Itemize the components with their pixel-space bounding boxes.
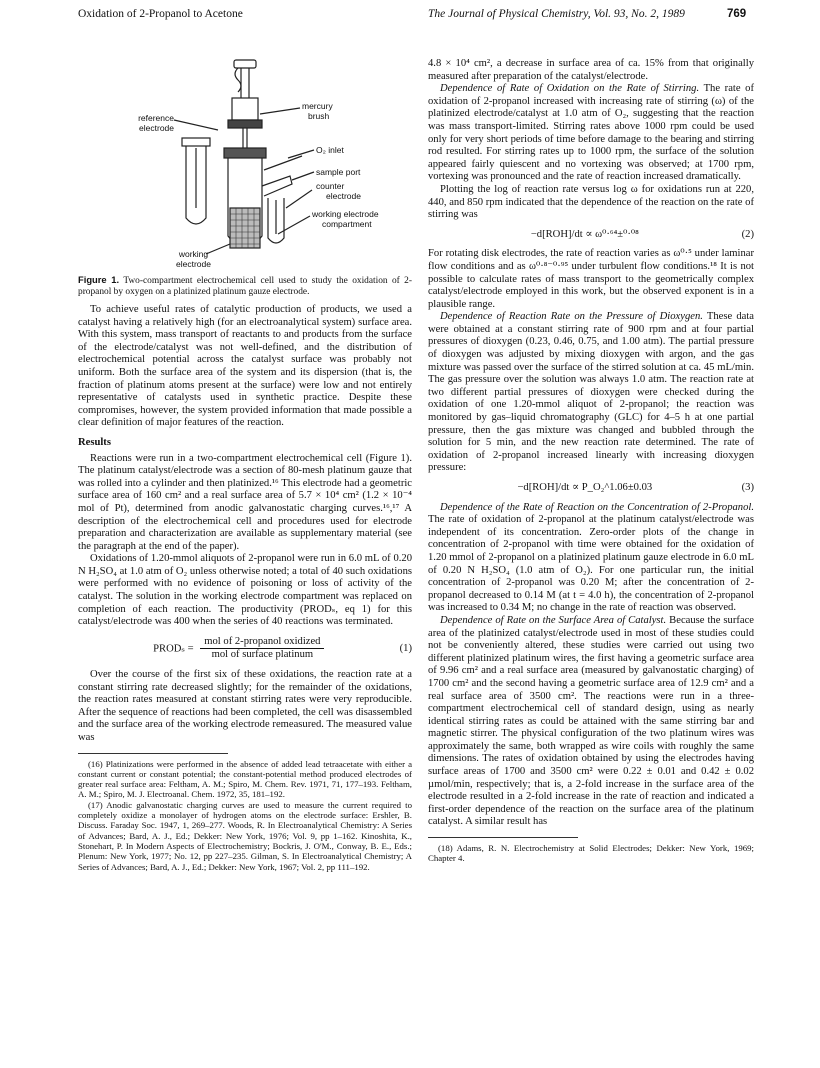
surface-area-text: Because the surface area of the platinized catalyst/electrode used in most of these studies could not be conveniently altered, these studies were carried out using two different platinized platinum wires, the first having a geometric surface area of 9.96 cm² and a real surface area (measured by galvanostatic charging) of 1700 cm² and the second having a geometric surface area of 12.9 cm² and a real surface area of 3500 cm². The reactions were run in a three-compartment electrochemical cell of standard design, using as nearly identical stirring rates as could be attained with the same stirring bar and magnetic stirrer. The physical configuration of the two platinum wires was approximately the same, both wrapped as wire coils with roughly the same dimensions. The rates of oxidation obtained by using the electrodes having surface areas of 1700 and 3500 cm² were 0.22 ± 0.01 and 0.42 ± 0.02 µmol/min, respectively; that is, a 2-fold increase in the surface area of the electrode resulted in a 2-fold increase in the rate of reaction and indicated a first-order dependence of the reaction on the surface area of the platinum catalyst. A similar result has xyxy=(428,614,754,828)
footnote-18: (18) Adams, R. N. Electrochemistry at Solid Electrodes; Dekker: New York, 1969; Chapter 4. xyxy=(428,843,754,864)
equation-1-body xyxy=(78,636,400,662)
equation-3 xyxy=(428,482,754,495)
left-column xyxy=(78,58,412,872)
right-paragraph-6 xyxy=(428,502,754,615)
page-number: 769 xyxy=(727,8,747,20)
label-mercury-brush xyxy=(302,102,333,121)
figure-caption xyxy=(78,274,412,298)
right-paragraph-7 xyxy=(428,615,754,829)
equation-3-body: −d[ROH]/dt ∝ P_O₂^1.06±0.03 xyxy=(517,482,653,493)
results-heading: Results xyxy=(78,436,111,448)
label-we-comp-line1: working electrode xyxy=(312,209,379,219)
right-paragraph-4: For rotating disk electrodes, the rate of reaction varies as ω⁰·⁵ under laminar flow conditions and as ω⁰·⁸⁻⁰·⁹⁵ under turbulent flow conditions.¹⁸ It is not possible to calculate rates of mass transport to the geometrically complex catalyst/electrode employed in this work, but the observed exponent is in a plausible range. xyxy=(428,248,754,310)
label-reference-line1: reference xyxy=(138,113,174,123)
footnote-rule xyxy=(78,753,228,754)
label-mercury-line1: mercury xyxy=(302,101,333,111)
label-counter-line1: counter xyxy=(316,181,345,191)
dioxygen-text: These data were obtained at a constant stirring rate of 900 rpm and at four partial pressures of dioxygen (0.23, 0.46, 0.75, and 1.00 atm). The partial pressure of dioxygen was adjusted by mixing dioxygen with argon, and the gas mixture was passed over the surface of the stirred solution at ca. 45 mL/min. The gas pressure over the solution was always 1.0 atm. The reaction rate at two different partial pressures of dioxygen were checked during the oxidation of one 1.20-mmol aliquot of 2-propanol; the reaction was monitored by gas–liquid chromatography (GLC) for 4–5 h at one partial pressure, then the gas mixture was changed and bubbled through the solution for 5 min, and the new reaction rate determined. The rate of oxidation of 2-propanol increased linearly with increasing dioxygen pressure: xyxy=(428,311,754,474)
label-counter-line2: electrode xyxy=(326,190,361,201)
right-paragraph-2 xyxy=(428,83,754,184)
label-working-electrode xyxy=(176,250,211,269)
label-o2-inlet: O₂ inlet xyxy=(316,145,344,155)
concentration-text: The rate of oxidation of 2-propanol at the platinum catalyst/electrode was independent of its concentration. Zero-order plots of the change in concentration of 2-propanol with time were obtained for the oxidation of 1.20 mmol of 2-propanol on a platinized platinum gauze electrode in 6.0 mL of 0.20 N H₂SO₄ (1.0 atm of O₂). For one particular run, the initial concentration of 2-propanol was 0.20 M; after the concentration of 2-propanol decreased to 0.14 M (at t = 4.0 h), the concentration of 2-propanol was increased to 0.34 M; no change in the rate of reaction was observed. xyxy=(428,514,754,614)
running-head-left: Oxidation of 2-Propanol to Acetone xyxy=(78,8,243,20)
right-column xyxy=(428,58,754,864)
left-paragraph-4: Over the course of the first six of these oxidations, the reaction rate at a constant stirring rate decreased slightly; for the remainder of the oxidations, the reaction rates measured at constant stirring rates were very reproducible. After the sequence of reactions had been completed, the cell was disassembled and the surface area of the working electrode remeasured. The measured value was xyxy=(78,669,412,743)
left-paragraph-1: To achieve useful rates of catalytic production of products, we used a catalyst having a relatively high (for an electroanalytical system) surface area. With this system, mass transport of reactants to and products from the surface of the electrode/catalyst was not well-defined, and the distribution of electrochemical potential across the catalyst surface was probably not uniform. Both the surface area of the system and its dispersion (that is, the fraction of platinum atoms present at the surface) were low and not entirely representative of catalysts used in synthetic practice. Despite these compromises, however, the system provided information that made possible a clear definition of major features of the reaction. xyxy=(78,304,412,429)
stirring-heading: Dependence of Rate of Oxidation on the Rate of Stirring. xyxy=(440,83,700,95)
equation-1-number: (1) xyxy=(399,642,412,654)
label-mercury-line2: brush xyxy=(308,110,330,121)
surface-area-heading: Dependence of Rate on the Surface Area of Catalyst. xyxy=(440,614,667,626)
footnote-rule-right xyxy=(428,837,578,838)
left-paragraph-2: Reactions were run in a two-compartment electrochemical cell (Figure 1). The platinum catalyst/electrode was a section of 80-mesh platinum gauze that was rolled into a cylinder and then platinized.¹⁶ This electrode had a geometric surface area of 160 cm² and a real surface area of 5.7 × 10⁴ cm² (1.2 × 10⁻⁴ mol of Pt), determined from anodic galvanostatic charging curves.¹⁶,¹⁷ A description of the electrochemical cell and procedures used for electrode preparation and characterization are available as supplementary material (see the paragraph at the end of the paper). xyxy=(78,452,412,552)
electrochemical-cell-drawing xyxy=(78,58,412,272)
label-working-compartment xyxy=(312,210,379,229)
equation-1-fraction xyxy=(200,636,324,662)
equation-1-lhs: PRODₛ = xyxy=(153,643,194,655)
left-paragraph-3: Oxidations of 1.20-mmol aliquots of 2-propanol were run in 6.0 mL of 0.20 N H₂SO₄ at 1.0 atm of O₂ unless otherwise noted; a total of 40 such oxidations were performed with no evidence of poisoning or loss of activity of the catalyst. The solution in the working electrode compartment was replaced on completion of each reaction. The productivity (PRODₛ, eq 1) for this catalyst/electrode was 400 when the series of 40 reactions was terminated. xyxy=(78,553,412,628)
label-sample-port: sample port xyxy=(316,167,361,177)
label-counter-electrode xyxy=(316,182,361,201)
running-head-right: The Journal of Physical Chemistry, Vol. 93, No. 2, 1989 xyxy=(428,8,685,20)
right-paragraph-3: Plotting the log of reaction rate versus log ω for oxidations run at 220, 440, and 850 rpm indicated that the dependence of the reaction on the rate of stirring was xyxy=(428,183,754,221)
concentration-heading: Dependence of the Rate of Reaction on the Concentration of 2-Propanol. xyxy=(440,501,754,513)
right-paragraph-5 xyxy=(428,311,754,475)
stirring-text: The rate of oxidation of 2-propanol increased with increasing rate of stirring (ω) of the platinized electrode/catalyst at 1.0 atm of O₂, suggesting that the reaction was mass transport-limited. Stirring rates above 1000 rpm could be used only for very short periods of time before damage to the bearing and stirring rod resulted. For stirring rates up to 1000 rpm, the surface of the solution appeared fairly quiescent and no vortexing was observed; at 1700 rpm, vortexing was pronounced and the rate of reaction increased dramatically. xyxy=(428,83,754,183)
equation-1-numerator: mol of 2-propanol oxidized xyxy=(200,636,324,650)
label-working-line2: electrode xyxy=(176,258,211,269)
footnote-17: (17) Anodic galvanostatic charging curves are used to measure the current required to completely oxidize a monolayer of hydrogen atoms on the electrode surface: Ershler, B. Discuss. Faraday Soc. 1947, 1, 269–277. Woods, R. In Electroanalytical Chemistry: A Series of Advances; Bard, A. J., Ed.; Dekker: New York, 1976; Vol. 9, pp 1–162. Kinoshita, K., Stonehart, P. In Modern Aspects of Electrochemistry; Bockris, J. O'M., Conway, B. E., Eds.; Plenum: New York, 1977; No. 12, pp 227–235. Gilman, S. In Electroanalytical Chemistry; A Series of Advances; Bard, A. J., Ed.; Dekker: New York, 1967; Vol. 2, pp 111–192. xyxy=(78,799,412,872)
label-working-line1: working xyxy=(178,249,209,259)
footnote-16: (16) Platinizations were performed in the absence of added lead tetraacetate with either a constant current or constant potential; the constant-potential method produced electrodes of greater real surface area: Feltham, A. M.; Spiro, M. Chem. Rev. 1971, 71, 177–193. Feltham, A. M.; Spiro, M. J. Electroanal. Chem. 1972, 35, 181–192. xyxy=(78,758,412,800)
equation-1 xyxy=(78,636,412,662)
right-paragraph-1: 4.8 × 10⁴ cm², a decrease in surface area of ca. 15% from that originally measured after preparation of the catalyst/electrode. xyxy=(428,58,754,82)
figure-1 xyxy=(78,58,412,272)
figure-caption-label: Figure 1. xyxy=(78,274,120,285)
figure-caption-text: Two-compartment electrochemical cell used to study the oxidation of 2-propanol by oxygen on a platinized platinum gauze electrode. xyxy=(78,276,412,297)
equation-2-body: −d[ROH]/dt ∝ ω⁰·⁶⁴±⁰·⁰⁸ xyxy=(530,228,639,240)
equation-2 xyxy=(428,229,754,242)
label-reference-line2: electrode xyxy=(139,122,174,133)
equation-2-number: (2) xyxy=(741,228,754,240)
label-we-comp-line2: compartment xyxy=(322,218,372,229)
dioxygen-heading: Dependence of Reaction Rate on the Pressure of Dioxygen. xyxy=(440,311,703,323)
equation-3-number: (3) xyxy=(741,482,754,493)
equation-1-denominator: mol of surface platinum xyxy=(211,649,314,661)
label-reference-electrode xyxy=(120,114,174,133)
